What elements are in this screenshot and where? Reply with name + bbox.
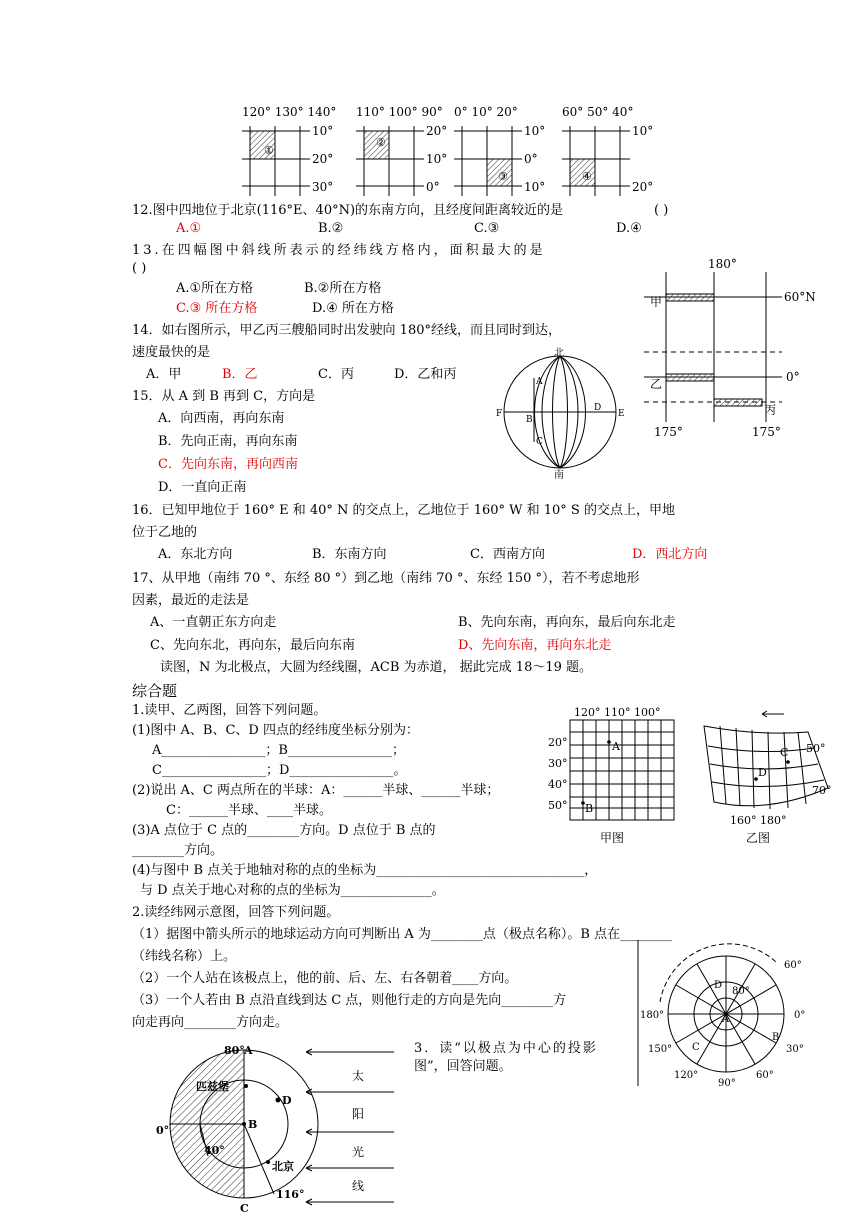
jia-top-label: 120° 110° 100°: [574, 706, 661, 719]
yi-figure: [696, 706, 836, 850]
jia-lat-label: 40°: [548, 778, 568, 791]
point-d-label: D: [594, 403, 602, 413]
grid3-row-label: 10°: [524, 180, 546, 194]
ship-yi-label: 乙: [650, 377, 663, 391]
beijing-dot: [266, 1160, 270, 1164]
q18-note: 读图，N 为北极点，大圆为经线圈，ACB 为赤道， 据此完成 18～19 题。: [160, 660, 593, 675]
point-d-label: D: [282, 1094, 292, 1107]
grid3-top-label: 0° 10° 20°: [454, 105, 518, 119]
lon-60-label: 60°: [756, 1070, 774, 1081]
c1-line-2: (1)图中 A、B、C、D 四点的经纬度坐标分别为：: [132, 723, 419, 738]
ships-figure: [636, 252, 816, 444]
section-title: 综合题: [132, 682, 178, 700]
yi-caption: 乙图: [746, 831, 771, 845]
c1-line-5: (2)说出 A、C 两点所在的半球：A：______半球、______半球；: [132, 783, 500, 798]
lon-116-label: 116°: [276, 1188, 305, 1201]
globe-figure: [496, 346, 630, 480]
mark-2: ②: [376, 136, 386, 149]
south-label: 南: [554, 470, 564, 481]
lon-150-label: 150°: [648, 1044, 673, 1055]
lon-90-label: 90°: [718, 1078, 736, 1089]
ship-jia-track: [666, 294, 714, 301]
jia-caption: 甲图: [600, 831, 625, 845]
q12-option-c: C.③: [474, 221, 500, 236]
q13-option-d: D.④ 所在方格: [312, 301, 394, 316]
point-b-label: B: [772, 1032, 780, 1043]
grid1-top-label: 120° 130° 140°: [242, 105, 337, 119]
pittsburgh-label: 匹兹堡: [196, 1080, 229, 1093]
c1-line-7: (3)A 点位于 C 点的________方向。D 点位于 B 点的: [132, 823, 436, 838]
mark-4: ④: [582, 170, 592, 183]
sunlight-figure: [156, 1040, 416, 1216]
lon-180-label: 180°: [640, 1010, 665, 1021]
lon-30-label: 30°: [786, 1044, 804, 1055]
q15-option-c: C．先向东南，再向西南: [158, 457, 298, 472]
point-b-label: B: [248, 1118, 258, 1131]
point-c-dot: [786, 760, 790, 764]
meridian-175-left: 175°: [654, 425, 683, 439]
q12-option-d: D.④: [616, 221, 642, 236]
q16-stem-2: 位于乙地的: [132, 525, 198, 540]
jia-lat-label: 50°: [548, 799, 568, 812]
q15-stem: 15．从 A 到 B 再到 C，方向是: [132, 389, 316, 404]
sunlight-char-3: 光: [352, 1145, 365, 1159]
lat-60n-label: 60°N: [784, 290, 816, 304]
mark-1: ①: [264, 144, 274, 157]
q14-stem-2: 速度最快的是: [132, 345, 211, 360]
q15-option-a: A．向西南，再向东南: [158, 411, 285, 426]
meridian-180-label: 180°: [708, 257, 737, 271]
point-d-label: D: [714, 980, 723, 991]
q14-option-d: D．乙和丙: [394, 367, 457, 382]
point-f-label: F: [496, 409, 503, 419]
q17-option-c: C、先向东北，再向东，最后向东南: [150, 638, 355, 653]
point-a-label: A: [536, 377, 543, 387]
c3-line-1: 3．读“以极点为中心的投影: [414, 1041, 598, 1056]
q14-stem-1: 14．如右图所示，甲乙丙三艘船同时出发驶向 180°经线，而且同时到达，: [132, 323, 561, 338]
yi-lat-label: 50°: [806, 742, 826, 755]
lon-120-label: 120°: [674, 1070, 699, 1081]
north-label: 北: [554, 348, 564, 359]
lon-0-label: 0°: [794, 1010, 806, 1021]
q15-option-b: B．先向正南，再向东南: [158, 434, 298, 449]
point-a-label: A: [244, 1044, 253, 1057]
grid-figure-4: [560, 104, 660, 196]
point-c-label: C: [780, 746, 789, 759]
q13-option-b: B.②所在方格: [304, 281, 382, 296]
q14-option-b: B．乙: [222, 367, 258, 382]
point-a-dot: [607, 740, 611, 744]
lon-60-label: 60°: [784, 960, 802, 971]
q14-option-c: C．丙: [318, 367, 354, 382]
point-d-label: D: [758, 766, 767, 779]
c2-line-1: 2.读经纬网示意图，回答下列问题。: [132, 905, 340, 920]
grid2-row-label: 20°: [426, 124, 448, 138]
jia-figure: [548, 704, 688, 850]
grid1-row-label: 20°: [312, 152, 334, 166]
q13-option-a: A.①所在方格: [176, 281, 254, 296]
point-e-label: E: [618, 409, 625, 419]
c1-line-1: 1.读甲、乙两图，回答下列问题。: [132, 703, 327, 718]
grid4-row-label: 10°: [632, 124, 654, 138]
grid4-top-label: 60° 50° 40°: [562, 105, 634, 119]
q16-option-c: C．西南方向: [470, 547, 545, 562]
lat-80-label: 80°: [732, 986, 750, 997]
q14-option-a: A．甲: [146, 367, 182, 382]
q13-option-c: C.③ 所在方格: [176, 301, 258, 316]
point-d-dot: [276, 1098, 281, 1103]
c1-line-10: 与 D 点关于地心对称的点的坐标为______________。: [140, 883, 445, 898]
q13-paren: ( ): [132, 261, 147, 276]
q12-option-a: A.①: [176, 221, 202, 236]
ship-bing-label: 丙: [764, 403, 777, 417]
q17-option-a: A、一直朝正东方向走: [150, 615, 277, 630]
grid1-row-label: 10°: [312, 124, 334, 138]
point-a-label: A: [722, 1014, 730, 1025]
sunlight-char-2: 阳: [352, 1107, 365, 1121]
yi-lat-label: 70°: [812, 784, 832, 797]
point-b-label: B: [526, 415, 533, 425]
jia-lat-label: 20°: [548, 736, 568, 749]
q17-option-d: D、先向东南，再向东北走: [458, 638, 612, 653]
grid3-row-label: 10°: [524, 124, 546, 138]
sunlight-char-1: 太: [352, 1069, 365, 1083]
pittsburgh-dot: [244, 1084, 248, 1088]
lat-80-label: 80°: [224, 1044, 245, 1057]
grid-figure-3: [452, 104, 552, 196]
ship-yi-track: [666, 374, 714, 381]
point-a-label: A: [612, 740, 620, 753]
c3-line-2: 图”，回答问题。: [414, 1059, 512, 1074]
q12-stem: 12.图中四地位于北京(116°E、40°N)的东南方向，且经度间距离较近的是: [132, 203, 564, 218]
c2-line-5: （3）一个人若由 B 点沿直线到达 C 点，则他行走的方向是先向________方: [132, 993, 567, 1008]
c1-line-9: (4)与图中 B 点关于地轴对称的点的坐标为________________________________，: [132, 863, 598, 878]
grid1-row-label: 30°: [312, 180, 334, 194]
q17-stem-1: 17、从甲地（南纬 70 °、东经 80 °）到乙地（南纬 70 °、东经 150 °），若不考虑地形: [132, 571, 640, 586]
c2-line-6: 向走再向________方向走。: [132, 1015, 289, 1030]
point-b-dot: [242, 1122, 246, 1126]
point-c-label: C: [240, 1202, 249, 1215]
sunlight-char-4: 线: [352, 1179, 365, 1193]
q16-option-b: B．东南方向: [312, 547, 387, 562]
c1-line-3: A________________；B________________；: [152, 743, 405, 758]
lat-40-label: 40°: [204, 1144, 225, 1157]
ship-bing-track: [714, 399, 762, 406]
point-c-label: C: [692, 1042, 700, 1053]
q15-option-d: D．一直向正南: [158, 480, 247, 495]
c2-line-3: （纬线名称）上。: [132, 949, 237, 964]
c2-line-4: （2）一个人站在该极点上，他的前、后、左、右各朝着____方向。: [132, 971, 518, 986]
q16-stem-1: 16．已知甲地位于 160° E 和 40° N 的交点上，乙地位于 160° W 和 10° S 的交点上，甲地: [132, 503, 675, 518]
point-b-label: B: [585, 802, 594, 815]
q17-stem-2: 因素，最近的走法是: [132, 593, 250, 608]
q12-paren: ( ): [654, 203, 669, 218]
meridian-175-right: 175°: [752, 425, 781, 439]
lon-0-label: 0°: [156, 1124, 170, 1137]
q17-option-b: B、先向东南，再向东，最后向东北走: [458, 615, 676, 630]
point-c-label: C: [536, 437, 543, 447]
beijing-label: 北京: [272, 1160, 294, 1173]
grid-figure-2: [354, 104, 454, 196]
polar-figure: [636, 940, 816, 1090]
grid-figure-1: [240, 104, 340, 196]
q13-stem: 13.在四幅图中斜线所表示的经纬线方格内，面积最大的是: [132, 243, 546, 258]
c1-line-6: C：______半球、____半球。: [166, 803, 332, 818]
q12-option-b: B.②: [318, 221, 344, 236]
equator-label: 0°: [786, 370, 800, 384]
yi-lon-label: 160° 180°: [730, 814, 787, 827]
c2-line-2: （1）据图中箭头所示的地球运动方向可判断出 A 为________点（极点名称）。B 点在________: [132, 927, 673, 942]
q16-option-a: A．东北方向: [158, 547, 233, 562]
mark-3: ③: [498, 170, 508, 183]
q16-option-d: D．西北方向: [632, 547, 708, 562]
c1-line-8: ________方向。: [132, 843, 224, 858]
jia-lat-label: 30°: [548, 757, 568, 770]
ship-jia-label: 甲: [650, 295, 663, 309]
grid2-row-label: 10°: [426, 152, 448, 166]
grid2-row-label: 0°: [426, 180, 440, 194]
c1-line-4: C________________；D________________。: [152, 763, 407, 778]
grid4-row-label: 20°: [632, 180, 654, 194]
grid3-row-label: 0°: [524, 152, 538, 166]
grid2-top-label: 110° 100° 90°: [356, 105, 443, 119]
